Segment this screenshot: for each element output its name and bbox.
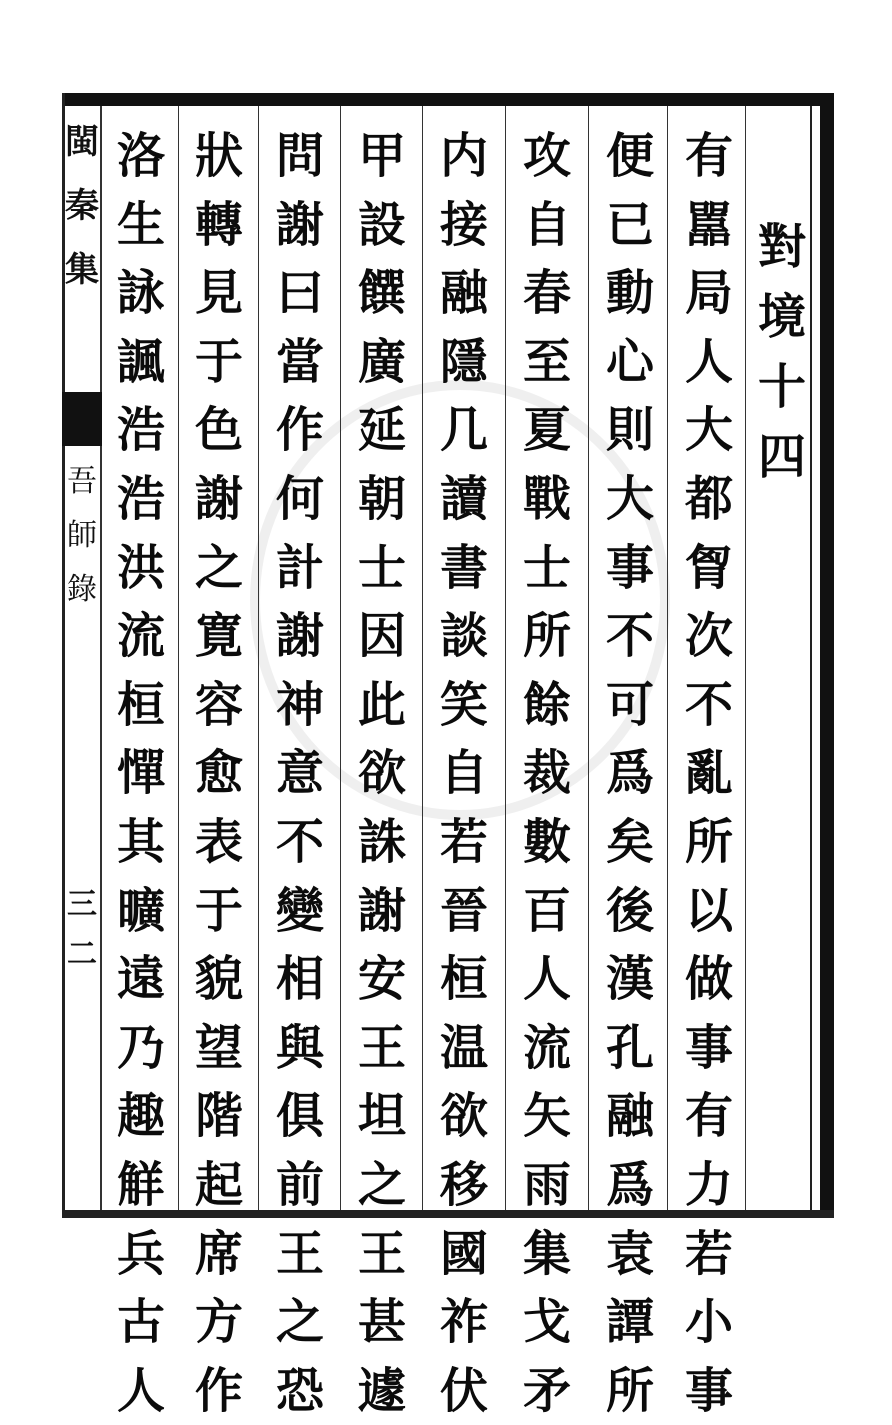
text-column: 狀轉見于色謝之寛容愈表于貌望階起席方作 <box>194 128 243 1419</box>
fish-tail-mark <box>62 392 102 446</box>
column-rule <box>505 106 506 1210</box>
text-column: 洛生詠諷浩浩洪流桓憚其曠遠乃趣觧兵古人 <box>116 128 165 1419</box>
column-rule <box>340 106 341 1210</box>
text-column: 攻自春至夏戰士所餘裁數百人流矢雨集戈矛 <box>522 128 571 1419</box>
column-rule <box>178 106 179 1210</box>
frame-top-border <box>62 93 832 106</box>
text-column: 有嚚局人大都胷次不亂所以做事有力若小事 <box>684 128 733 1419</box>
text-column: 便已動心則大事不可爲矣後漢孔融爲袁譚所 <box>605 128 654 1419</box>
column-rule <box>745 106 746 1210</box>
margin-section-title: 吾師錄 <box>67 464 97 607</box>
margin-page-number: 三二 <box>67 887 97 972</box>
text-column: 甲設饌廣延朝士因此欲誅謝安王坦之王甚遽 <box>357 128 406 1419</box>
column-rule <box>667 106 668 1210</box>
frame-right-border <box>820 93 834 1218</box>
text-column: 問謝曰當作何計謝神意不變相與俱前王之恐 <box>275 128 324 1419</box>
margin-book-title: 閩秦集 <box>65 122 99 290</box>
section-heading: 對境十四 <box>757 219 806 485</box>
column-rule <box>258 106 259 1210</box>
column-rule <box>588 106 589 1210</box>
column-rule <box>422 106 423 1210</box>
text-column: 内接融隱几讀書談笑自若晉桓温欲移國祚伏 <box>439 128 488 1419</box>
